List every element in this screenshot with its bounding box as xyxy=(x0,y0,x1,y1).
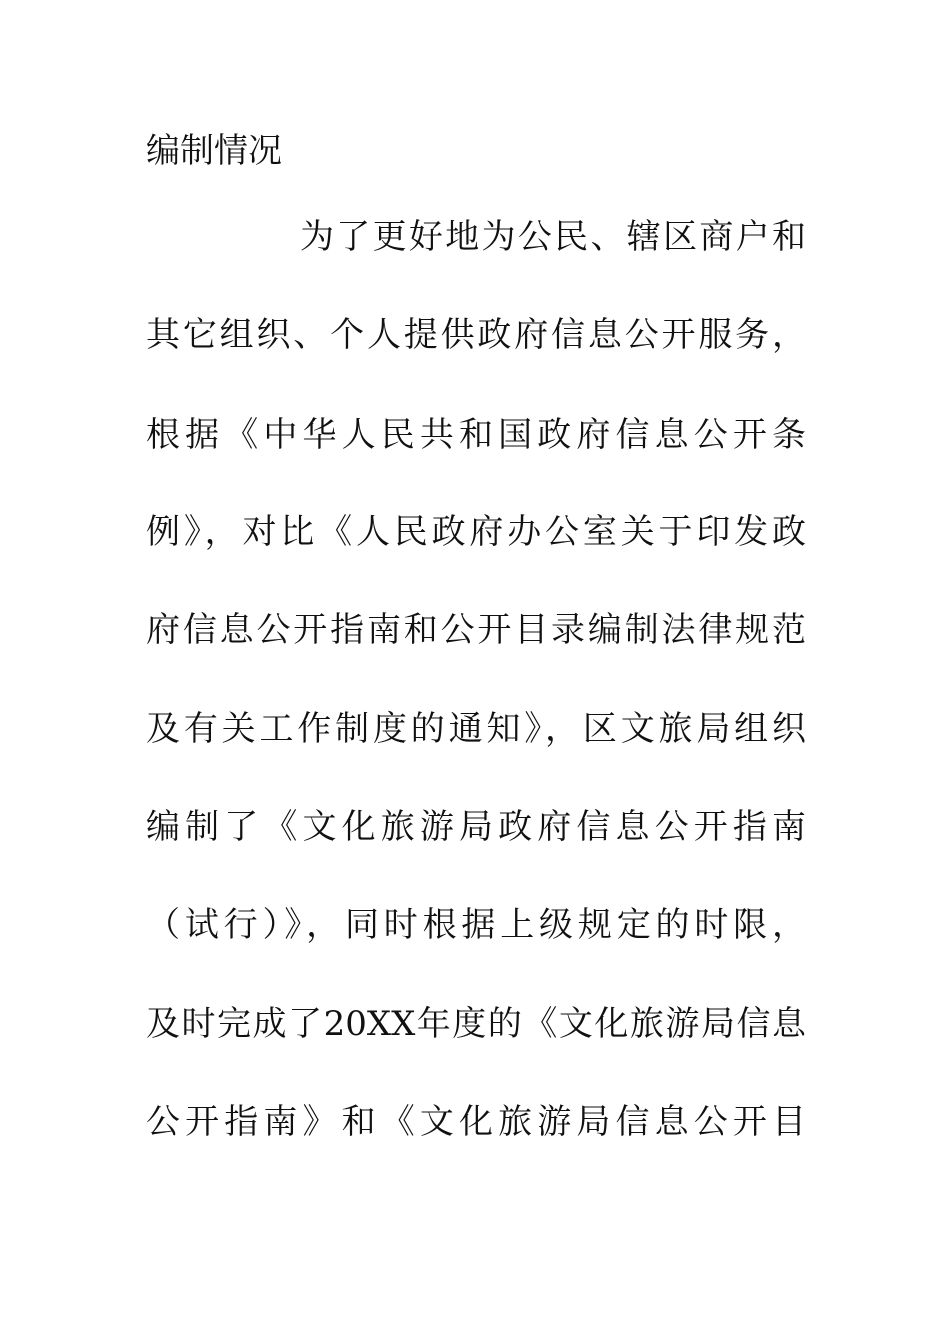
heading-fragment: 编制情况 xyxy=(146,131,282,171)
paragraph-line-4: 例》，对比《人民政府办公室关于印发政 xyxy=(146,512,806,552)
paragraph-line-3: 根据《中华人民共和国政府信息公开条 xyxy=(146,415,806,455)
paragraph-line-5: 府信息公开指南和公开目录编制法律规范 xyxy=(146,610,806,650)
paragraph-line-8: （试行）》，同时根据上级规定的时限， xyxy=(146,905,806,945)
paragraph-line-2: 其它组织、个人提供政府信息公开服务， xyxy=(146,315,806,355)
paragraph-line-9: 及时完成了20XX年度的《文化旅游局信息 xyxy=(146,1004,806,1044)
paragraph-line-10: 公开指南》和《文化旅游局信息公开目 xyxy=(146,1102,806,1142)
paragraph-line-1: 为了更好地为公民、辖区商户和 xyxy=(300,217,806,257)
paragraph-line-7: 编制了《文化旅游局政府信息公开指南 xyxy=(146,807,806,847)
paragraph-line-6: 及有关工作制度的通知》，区文旅局组织 xyxy=(146,709,806,749)
